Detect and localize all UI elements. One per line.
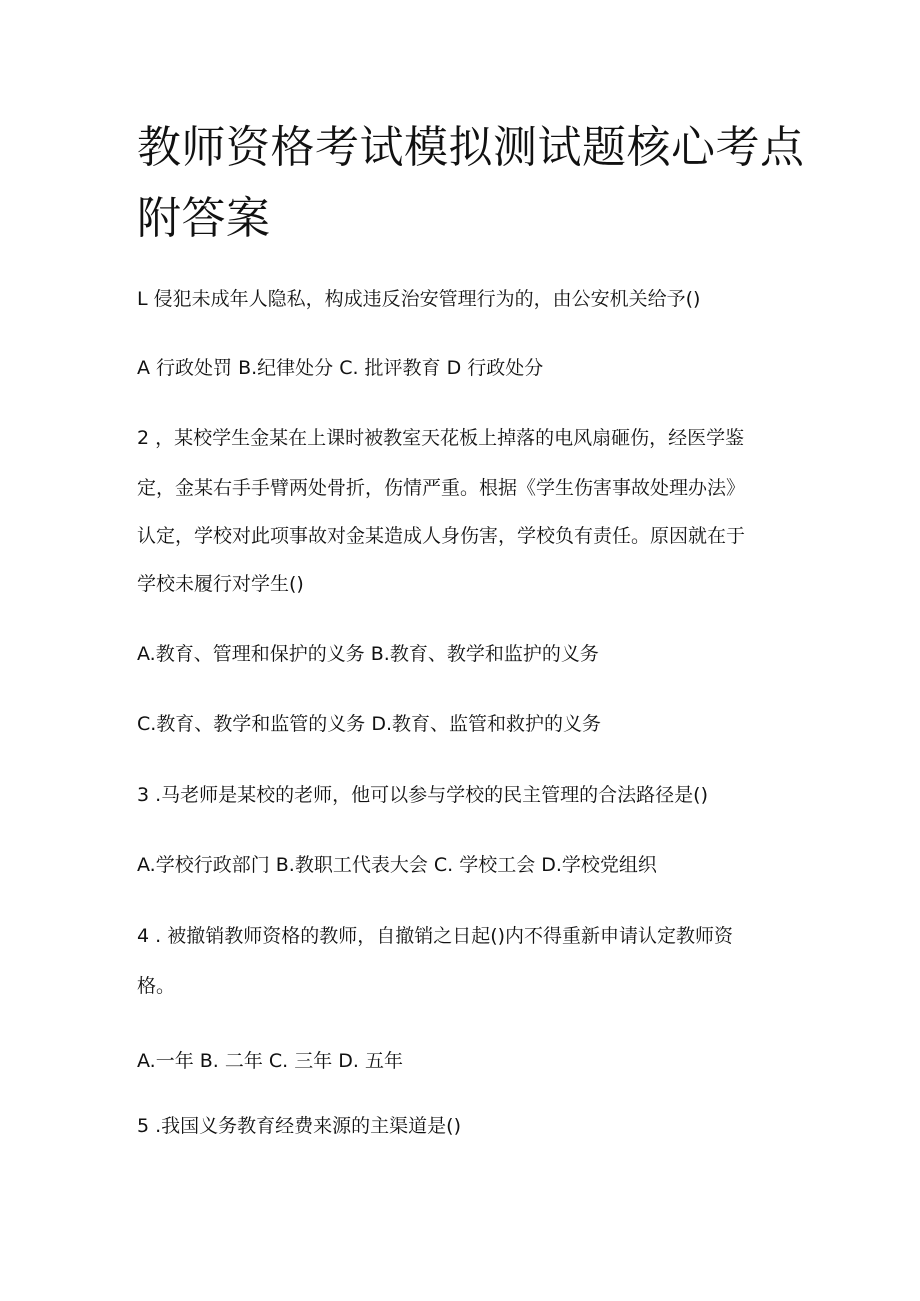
question-2-stem-line-3: 认定，学校对此项事故对金某造成人身伤害，学校负有责任。原因就在于 <box>137 525 746 547</box>
question-2-options-line-1: A.教育、管理和保护的义务 B.教育、教学和监护的义务 <box>137 643 599 665</box>
question-4-options: A.一年 B. 二年 C. 三年 D. 五年 <box>137 1050 403 1072</box>
question-3-options: A.学校行政部门 B.教职工代表大会 C. 学校工会 D.学校党组织 <box>137 854 657 876</box>
question-5-stem: 5 .我国义务教育经费来源的主渠道是() <box>137 1115 461 1137</box>
question-4-stem-line-1: 4 . 被撤销教师资格的教师，自撤销之日起()内不得重新申请认定教师资 <box>137 925 734 947</box>
question-2-stem-line-2: 定，金某右手手臂两处骨折，伤情严重。根据《学生伤害事故处理办法》 <box>137 477 746 499</box>
document-title: 教师资格考试模拟测试题核心考点附答案 <box>137 122 805 244</box>
question-2-options-line-2: C.教育、教学和监管的义务 D.教育、监管和救护的义务 <box>137 713 602 735</box>
question-4-stem-line-2: 格。 <box>137 975 176 997</box>
question-1-stem: L 侵犯未成年人隐私，构成违反治安管理行为的，由公安机关给予() <box>137 288 701 310</box>
question-2-stem-line-1: 2 ，某校学生金某在上课时被教室天花板上掉落的电风扇砸伤，经医学鉴 <box>137 427 745 449</box>
question-3-stem: 3 .马老师是某校的老师，他可以参与学校的民主管理的合法路径是() <box>137 784 708 806</box>
question-2-stem-line-4: 学校未履行对学生() <box>137 573 304 595</box>
question-1-options: A 行政处罚 B.纪律处分 C. 批评教育 D 行政处分 <box>137 357 544 379</box>
